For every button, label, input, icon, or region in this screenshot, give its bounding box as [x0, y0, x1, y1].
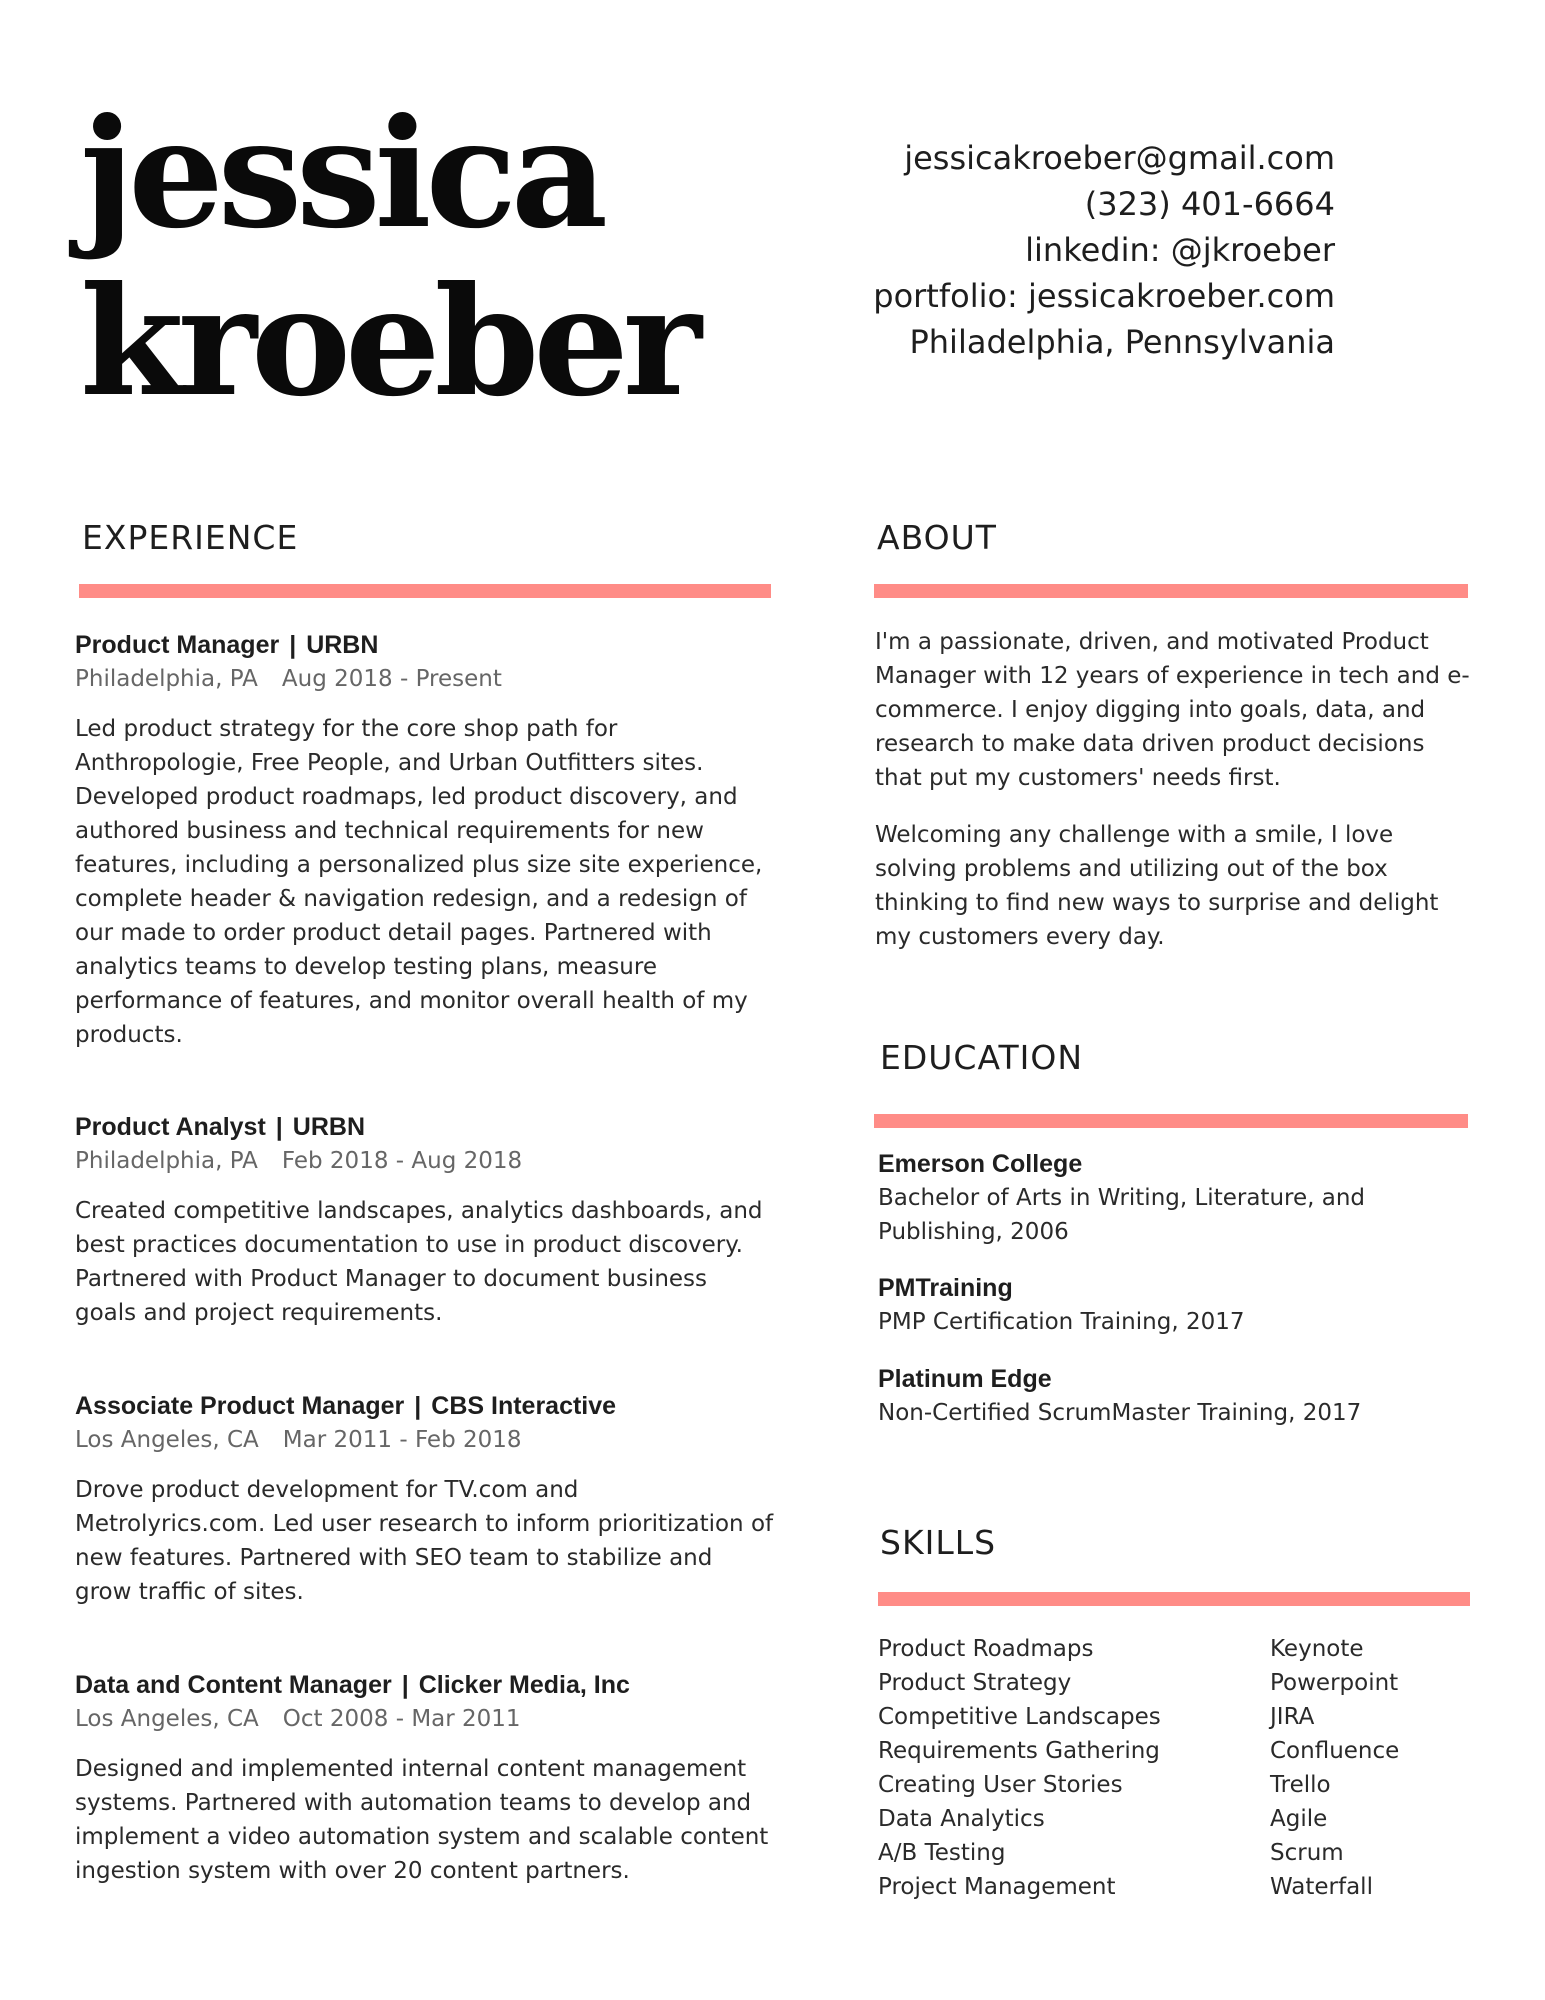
job-description: Created competitive landscapes, analytics dashboards, and best practices documentation to use in product discovery. Partnered with Product Manager to document business goals and project requirements.: [75, 1198, 763, 1326]
job-company: URBN: [306, 631, 379, 659]
job-meta: [75, 662, 775, 696]
job-location: Philadelphia, PA: [75, 1148, 258, 1174]
education-heading: EDUCATION: [880, 1038, 1084, 1077]
job-role: Associate Product Manager: [75, 1392, 405, 1420]
job-separator: |: [414, 1392, 422, 1420]
job-role: Data and Content Manager: [75, 1671, 392, 1699]
skill-item: Scrum: [1270, 1840, 1344, 1866]
education-item: [878, 1362, 1468, 1430]
contact-linkedin: linkedin: @jkroeber: [1025, 231, 1335, 269]
job-company: CBS Interactive: [431, 1392, 617, 1420]
job-separator: |: [289, 631, 297, 659]
contact-portfolio: portfolio: jessicakroeber.com: [873, 277, 1335, 315]
job-separator: |: [275, 1113, 283, 1141]
skill-item: Project Management: [878, 1874, 1116, 1900]
skills-divider: [878, 1592, 1470, 1606]
job-role: Product Analyst: [75, 1113, 266, 1141]
about-text: [875, 625, 1475, 977]
job-dates: Aug 2018 - Present: [281, 666, 502, 692]
experience-heading: EXPERIENCE: [82, 518, 299, 557]
skill-item: Agile: [1270, 1806, 1328, 1832]
skill-item: Data Analytics: [878, 1806, 1045, 1832]
experience-item: [75, 1668, 775, 1888]
job-company: Clicker Media, Inc: [418, 1671, 630, 1699]
degree-detail: Non-Certified ScrumMaster Training, 2017: [878, 1400, 1362, 1426]
school-name: PMTraining: [878, 1274, 1013, 1302]
job-meta: [75, 1423, 775, 1457]
skill-item: Requirements Gathering: [878, 1738, 1160, 1764]
job-role: Product Manager: [75, 631, 280, 659]
job-title-line: [75, 1110, 775, 1144]
experience-item: [75, 1110, 775, 1330]
school-name: Emerson College: [878, 1150, 1083, 1178]
education-divider: [874, 1114, 1468, 1128]
job-separator: |: [401, 1671, 409, 1699]
skills-column-right: [1270, 1632, 1399, 1904]
last-name: kroeber: [80, 254, 696, 430]
skill-item: Product Roadmaps: [878, 1636, 1094, 1662]
job-title-line: [75, 1389, 775, 1423]
skill-item: Trello: [1270, 1772, 1331, 1798]
job-title-line: [75, 1668, 775, 1702]
contact-location: Philadelphia, Pennsylvania: [909, 323, 1335, 361]
education-item: [878, 1147, 1468, 1249]
skill-item: Creating User Stories: [878, 1772, 1123, 1798]
about-heading: ABOUT: [877, 518, 997, 557]
job-meta: [75, 1144, 775, 1178]
job-dates: Mar 2011 - Feb 2018: [282, 1427, 522, 1453]
job-company: URBN: [292, 1113, 365, 1141]
contact-phone: (323) 401-6664: [1084, 185, 1335, 223]
degree-detail: PMP Certification Training, 2017: [878, 1309, 1245, 1335]
contact-email: jessicakroeber@gmail.com: [904, 139, 1335, 177]
job-location: Los Angeles, CA: [75, 1706, 259, 1732]
about-paragraph: Welcoming any challenge with a smile, I love solving problems and utilizing out of the box thinking to find new ways to surprise and delight my customers every day.: [875, 822, 1439, 950]
job-location: Philadelphia, PA: [75, 666, 258, 692]
experience-item: [75, 1389, 775, 1609]
job-description: Led product strategy for the core shop path for Anthropologie, Free People, and Urban Outfitters sites. Developed product roadmaps, led product discovery, and authored business and technical requirements for new features, including a personalized plus size site experience, complete header & navigation redesign, and a redesign of our made to order product detail pages. Partnered with analytics teams to develop testing plans, measure performance of features, and monitor overall health of my products.: [75, 716, 763, 1048]
skill-item: Competitive Landscapes: [878, 1704, 1161, 1730]
experience-item: [75, 628, 775, 1052]
skills-column-left: [878, 1632, 1161, 1904]
first-name: jessica: [80, 86, 603, 262]
skill-item: Powerpoint: [1270, 1670, 1399, 1696]
skill-item: Keynote: [1270, 1636, 1364, 1662]
job-title-line: [75, 628, 775, 662]
skill-item: JIRA: [1270, 1704, 1315, 1730]
contact-info: [873, 135, 1335, 365]
job-location: Los Angeles, CA: [75, 1427, 259, 1453]
job-meta: [75, 1702, 775, 1736]
job-dates: Feb 2018 - Aug 2018: [281, 1148, 523, 1174]
degree-detail: Bachelor of Arts in Writing, Literature, and Publishing, 2006: [878, 1185, 1366, 1245]
skill-item: A/B Testing: [878, 1840, 1006, 1866]
skill-item: Confluence: [1270, 1738, 1400, 1764]
experience-divider: [79, 584, 771, 598]
job-description: Drove product development for TV.com and Metrolyrics.com. Led user research to inform prioritization of new features. Partnered with SEO team to stabilize and grow traffic of sites.: [75, 1477, 774, 1605]
skill-item: Waterfall: [1270, 1874, 1373, 1900]
skills-heading: SKILLS: [880, 1523, 997, 1562]
school-name: Platinum Edge: [878, 1365, 1052, 1393]
education-item: [878, 1271, 1468, 1339]
about-divider: [874, 584, 1468, 598]
skill-item: Product Strategy: [878, 1670, 1072, 1696]
candidate-name: [80, 86, 696, 430]
about-paragraph: I'm a passionate, driven, and motivated Product Manager with 12 years of experience in tech and e-commerce. I enjoy digging into goals, data, and research to make data driven product decisions that put my customers' needs first.: [875, 629, 1470, 791]
job-description: Designed and implemented internal content management systems. Partnered with automation teams to develop and implement a video automation system and scalable content ingestion system with over 20 content partners.: [75, 1756, 769, 1884]
job-dates: Oct 2008 - Mar 2011: [282, 1706, 521, 1732]
